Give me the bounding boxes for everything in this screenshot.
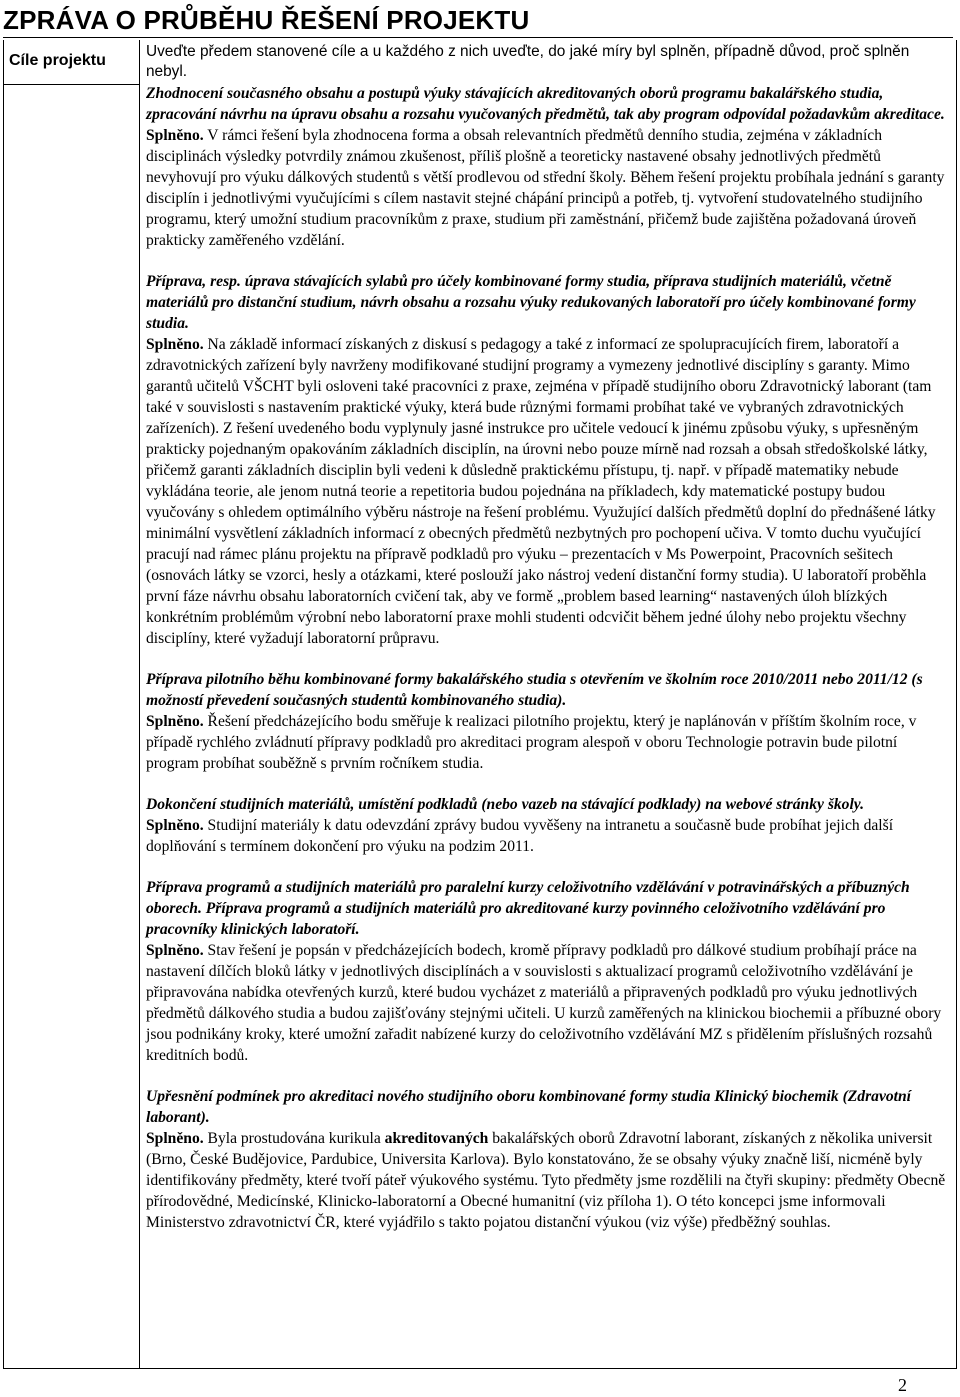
goal-text: Řešení předcházejícího bodu směřuje k realizaci pilotního projektu, který je naplánován v příštím školním roce, v případě rychlého zvládnutí přípravy podkladů pro akreditaci program alespoň v oboru Technologie potravin bude pilotní program probíhat souběžně s prvním ročníkem studia. xyxy=(146,713,917,772)
goal-text: Byla prostudována kurikula xyxy=(203,1130,385,1147)
report-title: ZPRÁVA O PRŮBĚHU ŘEŠENÍ PROJEKTU xyxy=(3,5,953,38)
status-label: Splněno. xyxy=(146,1130,204,1147)
status-label: Splněno. xyxy=(146,336,204,353)
status-label: Splněno. xyxy=(146,942,204,959)
goal-section-1 xyxy=(146,83,946,251)
goal-body xyxy=(146,815,946,857)
goal-section-2 xyxy=(146,271,946,649)
goal-body xyxy=(146,125,946,251)
goal-text: Studijní materiály k datu odevzdání zprávy budou vyvěšeny na intranetu a současně bude probíhat jejich další doplňování s termínem dokončení pro výuku na podzim 2011. xyxy=(146,817,894,855)
goal-section-4 xyxy=(146,794,946,857)
goal-heading: Upřesnění podmínek pro akreditaci nového studijního oboru kombinované formy studia Klinický biochemik (Zdravotní laborant). xyxy=(146,1088,912,1126)
goal-body xyxy=(146,1128,946,1233)
goal-heading: Příprava, resp. úprava stávajících sylabů pro účely kombinované formy studia, příprava studijních materiálů, včetně materiálů pro distanční studium, návrh obsahu a rozsahu výuky redukovaných laboratoří pro účely kombinované formy studia. xyxy=(146,273,916,332)
goal-heading: Dokončení studijních materiálů, umístění podkladů (nebo vazeb na stávající podklady) na webové stránky školy. xyxy=(146,796,865,813)
goal-text: bakalářských oborů Zdravotní laborant, získaných z několika universit (Brno, České Budějovice, Pardubice, Universita Karlova). Bylo konstatováno, že se obsahy výuky značně liší, nicméně byly identifikovány předměty, které tvoří páteř výukového systému. Tyto předměty jsme rozdělili na čtyři skupiny: předměty Obecně přírodovědné, Medicínské, Klinicko-laboratorní a Obecné humanitní (viz příloha 1). O této koncepci jsme informovali Ministerstvo zdravotnictví ČR, které vyjádřilo s takto pojatou distanční výukou (viz výše) předběžný souhlas. xyxy=(146,1130,946,1231)
goal-text: Stav řešení je popsán v předcházejících bodech, kromě přípravy podkladů pro dálkové studium probíhají práce na nastavení dílčích bloků látky v jednotlivých disciplínách a v souvislosti s aktualizací programů celoživotního vzdělávání je připravována nabídka otevřených kurzů, které budou vycházet z materiálů a připravených podkladů pro výuku jednotlivých předmětů dálkového studia a budou zajišťovány stejnými učiteli. U kurzů zaměřených na klinickou biochemii a příbuzné obory jsou podnikány kroky, které umožní zařadit nabízené kurzy do celoživotního vzdělávání MZ s přidělením příslušných rozsahů kreditních bodů. xyxy=(146,942,942,1064)
status-label: Splněno. xyxy=(146,817,204,834)
goal-body xyxy=(146,940,946,1066)
goal-body xyxy=(146,334,946,649)
goal-section-3 xyxy=(146,669,946,774)
goal-body xyxy=(146,711,946,774)
goal-section-6 xyxy=(146,1086,946,1233)
section-label: Cíle projektu xyxy=(9,52,106,69)
status-label: Splněno. xyxy=(146,127,204,144)
goal-text: Na základě informací získaných z diskusí s pedagogy a také z informací ze spolupracujících firem, laboratoří a zdravotnických zařízení byly navrženy modifikované studijní programy a vymezeny jednotlivé disciplíny s garanty. Mimo garantů učitelů VŠCHT byli osloveni také pracovníci z praxe, zejména v případě studijního oboru Zdravotnický laborant (tam také v souvislosti s nastavením praktické výuky, která bude různými formami probíhat také ve vybraných zdravotnických zařízeních). Z řešení uvedeného bodu vyplynuly jasné instrukce pro učitele vedoucí k jinému způsobu výuky, s upřesněným prakticky pojednaným opakováním základních disciplín, na úrovni nebo pouze mírně nad rozsah a obsah středoškolské látky, přičemž garanti základních disciplin byli vedeni k důsledně praktickému přístupu, tj. např. v případě matematiky nebude vykládána teorie, ale jenom nutná teorie a repetitoria budou pojednána na příkladech, kdy matematické postupy budou vyučovány s ohledem optimálního výběru nástroje na řešení problému. Využující dalších předmětů doplní do přednášené látky minimální vysvětlení základních informací z obecných předmětů nezbytných pro pochopení učiva. V tomto duchu vyučující pracují nad rámec plánu projektu na přípravě podkladů pro výuku – prezentacích v Ms Powerpoint, Pracovních sešitech (osnovách látky se vzorci, hesly a otázkami, které poslouží jako nástroj vedení distanční formy studia). U laboratoří proběhla první fáze návrhu obsahu laboratorních cvičení tak, aby ve formě „problem based learning“ nastavených úloh blízkých konkrétním problémům výrobní nebo laboratorní praxe mohli studenti odcvičit během jedné úlohy nebo projektu všechny disciplíny, které vyžadují laboratorní průpravu. xyxy=(146,336,936,647)
report-content xyxy=(146,83,946,1253)
emphasis-text: akreditovaných xyxy=(384,1130,489,1147)
page-number: 2 xyxy=(898,1375,907,1395)
goal-heading: Zhodnocení současného obsahu a postupů výuky stávajících akreditovaných oborů programu bakalářského studia, zpracování návrhu na úpravu obsahu a rozsahu vyučovaných předmětů, tak aby program odpovídal požadavkům akreditace. xyxy=(146,85,945,123)
goal-heading: Příprava pilotního běhu kombinované formy bakalářského studia s otevřením ve školním roce 2010/2011 nebo 2011/12 (s možností převedení současných studentů kombinovaného studia). xyxy=(146,671,923,709)
intro-instructions: Uveďte předem stanovené cíle a u každého z nich uveďte, do jaké míry byl splněn, případně důvod, proč splněn nebyl. xyxy=(146,43,910,80)
status-label: Splněno. xyxy=(146,713,204,730)
goal-text: V rámci řešení byla zhodnocena forma a obsah relevantních předmětů denního studia, zejména v základních disciplinách výsledky potvrdily známou zkušenost, příliš plošně a teoreticky nastavené obsahy jednotlivých předmětů nevyhovují pro výuku dálkových studentů s větší prodlevou od střední školy. Během řešení projektu probíhala jednání s garanty disciplín i jednotlivými vyučujícími s cílem nastavit stejné chápání principů a potřeb, tj. vytvoření studovatelného studijního programu, který umožní studium pracovníkům z praxe, studium při zaměstnání, přičemž bude zajištěna požadovaná úroveň prakticky zaměřeného vzdělání. xyxy=(146,127,945,249)
goal-heading: Příprava programů a studijních materiálů pro paralelní kurzy celoživotního vzdělávání v potravinářských a příbuzných oborech. Příprava programů a studijních materiálů pro akreditované kurzy povinného celoživotního vzdělávání pro pracovníky klinických laboratoří. xyxy=(146,879,910,938)
goal-section-5 xyxy=(146,877,946,1066)
column-divider xyxy=(139,84,140,1368)
